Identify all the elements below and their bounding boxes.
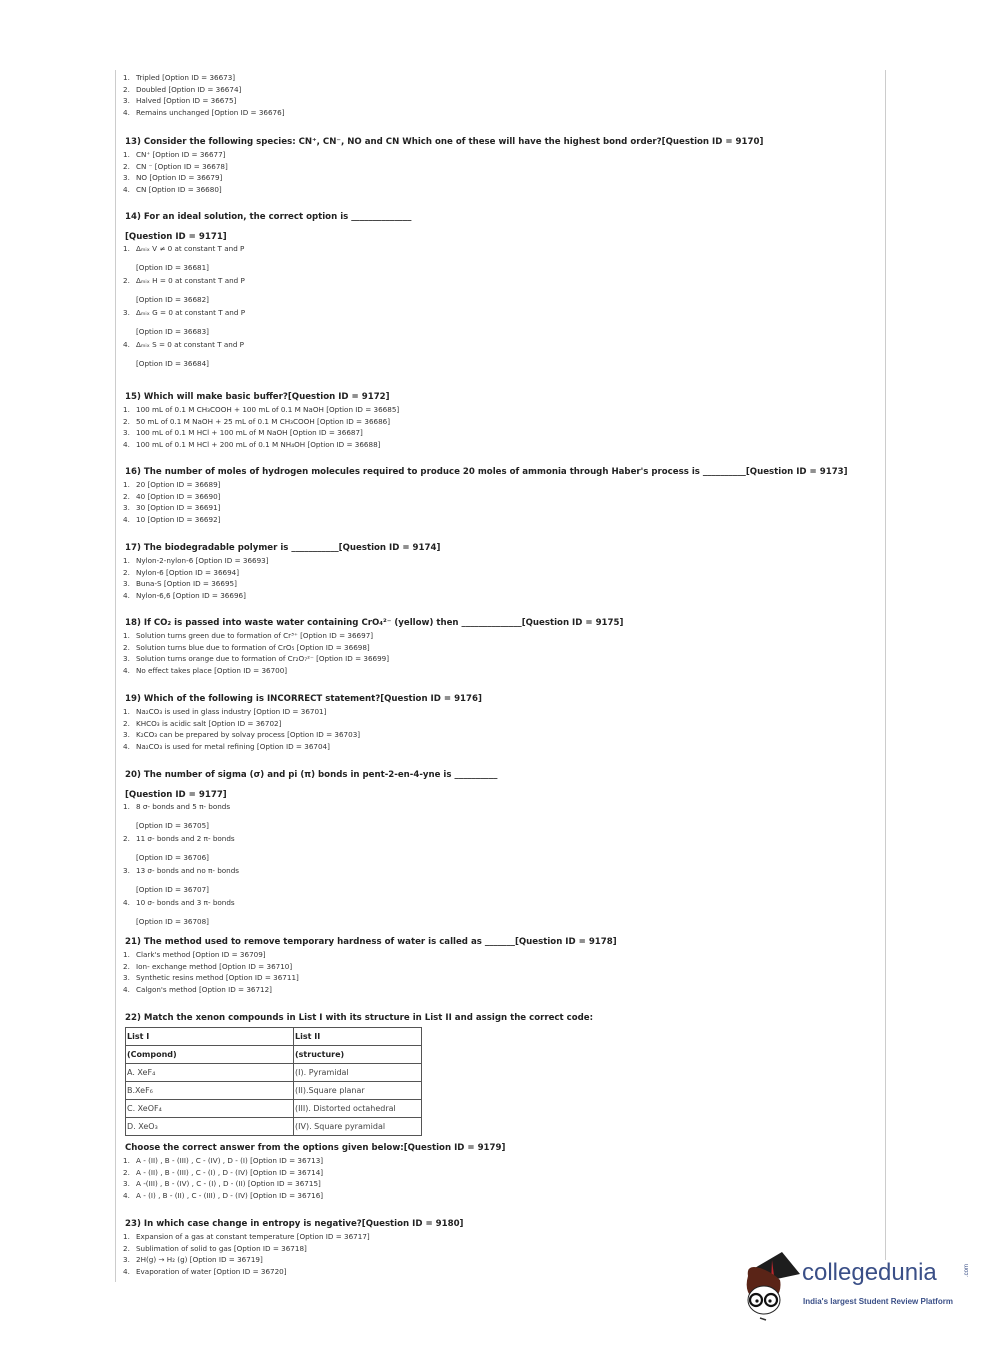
question-block xyxy=(123,1012,863,1201)
option-text: Remains unchanged xyxy=(136,107,210,117)
option-item[interactable] xyxy=(123,1190,863,1202)
option-text: CN⁺ xyxy=(136,150,151,159)
option-id: [Option ID = 36719] xyxy=(189,1255,263,1265)
option-item[interactable] xyxy=(123,567,863,579)
logo-tagline: India's largest Student Review Platform xyxy=(803,1297,953,1306)
option-text: Solution turns orange due to formation of Cr₂O₇²⁻ xyxy=(136,654,314,664)
question-text: Which will make basic buffer? xyxy=(143,392,288,402)
option-id: [Option ID = 36709] xyxy=(192,950,266,959)
question-number: 22) xyxy=(125,1013,141,1023)
table-cell: B.XeF₆ xyxy=(126,1082,294,1100)
option-item[interactable] xyxy=(123,555,863,567)
option-number: 1. xyxy=(123,556,130,565)
option-number: 1. xyxy=(123,480,130,489)
table-cell: List II xyxy=(294,1028,422,1046)
option-text: 13 σ- bonds and no π- bonds xyxy=(136,866,240,875)
question-heading xyxy=(125,391,863,403)
option-id: [Option ID = 36717] xyxy=(296,1232,370,1241)
option-id: [Option ID = 36716] xyxy=(250,1190,324,1200)
option-item[interactable] xyxy=(123,984,863,996)
option-id: [Option ID = 36708] xyxy=(136,917,209,926)
option-text: Calgon's method xyxy=(136,984,197,994)
option-id: [Option ID = 36715] xyxy=(247,1179,321,1189)
option-number: 2. xyxy=(123,1243,130,1253)
page-right-border xyxy=(885,70,886,1260)
question-number: 20) xyxy=(125,770,141,780)
option-id: [Option ID = 36718] xyxy=(233,1243,307,1253)
option-number: 3. xyxy=(123,973,130,983)
option-text: Δₘᵢₓ H = 0 at constant T and P xyxy=(136,276,245,285)
option-number: 2. xyxy=(123,834,130,843)
option-number: 2. xyxy=(123,642,130,652)
table-cell: (II).Square planar xyxy=(294,1082,422,1100)
option-id: [Option ID = 36692] xyxy=(147,514,221,524)
option-id: [Option ID = 36676] xyxy=(211,107,285,117)
option-number: 3. xyxy=(123,1255,130,1265)
option-id: [Option ID = 36693] xyxy=(195,556,269,565)
option-number: 1. xyxy=(123,405,130,414)
question-number: 13) xyxy=(125,137,141,147)
option-text: Nylon-2-nylon-6 xyxy=(136,556,194,565)
option-item[interactable] xyxy=(123,307,863,338)
option-id: [Option ID = 36697] xyxy=(300,631,374,640)
option-text: 20 xyxy=(136,480,146,489)
question-number: 14) xyxy=(125,212,141,222)
option-item[interactable] xyxy=(123,184,863,196)
option-item[interactable] xyxy=(123,961,863,973)
option-line xyxy=(123,307,863,319)
option-item[interactable] xyxy=(123,1167,863,1179)
option-item[interactable] xyxy=(123,149,863,161)
option-text: Doubled xyxy=(136,84,167,94)
option-line xyxy=(123,801,863,813)
option-line xyxy=(123,275,863,287)
option-number: 3. xyxy=(123,503,130,513)
option-id: [Option ID = 36705] xyxy=(136,821,209,830)
option-number: 3. xyxy=(123,579,130,589)
option-text: K₂CO₃ can be prepared by solvay process xyxy=(136,730,285,740)
option-text: CN xyxy=(136,184,147,194)
table-row xyxy=(126,1118,422,1136)
option-text: Evaporation of water xyxy=(136,1266,212,1276)
question-heading xyxy=(125,136,863,148)
question-block xyxy=(123,617,863,676)
option-id: [Option ID = 36687] xyxy=(289,428,363,438)
table-cell: (I). Pyramidal xyxy=(294,1064,422,1082)
option-number: 3. xyxy=(123,428,130,438)
question-block xyxy=(123,72,863,118)
page-left-border xyxy=(115,70,116,1282)
option-number: 3. xyxy=(123,866,130,875)
question-text: Match the xenon compounds in List I with its structure in List II and assign the correct code: xyxy=(143,1013,594,1023)
option-line xyxy=(123,897,863,909)
question-id: [Question ID = 9176] xyxy=(380,694,482,704)
option-text: 100 mL of 0.1 M HCl + 200 mL of 0.1 M NH₄OH xyxy=(136,439,306,449)
table-row xyxy=(126,1046,422,1064)
option-id: [Option ID = 36675] xyxy=(163,96,237,106)
option-id: [Option ID = 36691] xyxy=(147,503,221,513)
question-id: [Question ID = 9179] xyxy=(403,1143,506,1153)
option-number: 3. xyxy=(123,173,130,183)
question-text: The method used to remove temporary hardness of water is called as _______ xyxy=(143,937,515,947)
question-block xyxy=(123,769,863,929)
option-id: [Option ID = 36707] xyxy=(136,885,209,894)
option-id: [Option ID = 36720] xyxy=(213,1266,287,1276)
option-text: 10 σ- bonds and 3 π- bonds xyxy=(136,898,235,907)
option-item[interactable] xyxy=(123,897,863,928)
question-number: 16) xyxy=(125,467,141,477)
option-id: [Option ID = 36686] xyxy=(317,416,391,426)
question-id: [Question ID = 9170] xyxy=(661,137,764,147)
option-number: 3. xyxy=(123,654,130,664)
question-heading xyxy=(125,466,863,478)
option-item[interactable] xyxy=(123,801,863,832)
option-number: 1. xyxy=(123,1156,130,1165)
question-id: [Question ID = 9175] xyxy=(521,618,624,628)
option-number: 2. xyxy=(123,718,130,728)
question-block xyxy=(123,136,863,195)
option-text: Expansion of a gas at constant temperature xyxy=(136,1232,295,1241)
table-cell: (IV). Square pyramidal xyxy=(294,1118,422,1136)
option-item[interactable] xyxy=(123,590,863,602)
option-item[interactable] xyxy=(123,706,863,718)
option-item[interactable] xyxy=(123,833,863,864)
option-number: 1. xyxy=(123,150,130,159)
option-text: Sublimation of solid to gas xyxy=(136,1243,232,1253)
option-id: [Option ID = 36699] xyxy=(316,654,390,664)
table-cell: A. XeF₄ xyxy=(126,1064,294,1082)
option-id: [Option ID = 36678] xyxy=(154,161,228,171)
option-number: 4. xyxy=(123,1266,130,1276)
option-number: 2. xyxy=(123,416,130,426)
option-text: 100 mL of 0.1 M HCl + 100 mL of M NaOH xyxy=(136,428,288,438)
question-id: [Question ID = 9171] xyxy=(125,232,227,242)
option-text: 40 xyxy=(136,491,146,501)
option-id: [Option ID = 36683] xyxy=(136,327,209,336)
option-number: 1. xyxy=(123,244,130,253)
option-item[interactable] xyxy=(123,865,863,896)
question-id: [Question ID = 9177] xyxy=(125,790,227,800)
option-number: 4. xyxy=(123,741,130,751)
question-block xyxy=(123,211,863,371)
question-id: [Question ID = 9178] xyxy=(514,937,617,947)
question-id: [Question ID = 9173] xyxy=(745,467,848,477)
option-id: [Option ID = 36684] xyxy=(136,359,209,368)
option-number: 4. xyxy=(123,184,130,194)
question-block xyxy=(123,391,863,450)
question-heading xyxy=(125,769,863,781)
option-item[interactable] xyxy=(123,741,863,753)
table-row xyxy=(126,1064,422,1082)
question-heading xyxy=(125,1218,863,1230)
question-block xyxy=(123,466,863,525)
question-text: If CO₂ is passed into waste water containing CrO₄²⁻ (yellow) then ______________ xyxy=(143,618,522,628)
option-text: A - (I) , B - (II) , C - (III) , D - (IV) xyxy=(136,1190,248,1200)
question-text: In which case change in entropy is negative? xyxy=(143,1219,362,1229)
option-id: [Option ID = 36695] xyxy=(163,579,237,589)
option-number: 3. xyxy=(123,730,130,740)
question-text: The biodegradable polymer is ___________ xyxy=(143,543,339,553)
table-cell: List I xyxy=(126,1028,294,1046)
question-heading xyxy=(125,211,863,223)
option-number: 4. xyxy=(123,439,130,449)
option-id: [Option ID = 36711] xyxy=(225,973,299,983)
question-text: Consider the following species: CN⁺, CN⁻, NO and CN Which one of these will have the highest bond order? xyxy=(143,137,662,147)
question-number: 23) xyxy=(125,1219,141,1229)
table-row xyxy=(126,1082,422,1100)
table-cell: C. XeOF₄ xyxy=(126,1100,294,1118)
option-id: [Option ID = 36680] xyxy=(148,184,222,194)
option-id: [Option ID = 36701] xyxy=(253,707,327,716)
option-id: [Option ID = 36673] xyxy=(162,73,236,82)
question-heading xyxy=(125,617,863,629)
option-id: [Option ID = 36700] xyxy=(214,665,288,675)
option-item[interactable] xyxy=(123,949,863,961)
option-item[interactable] xyxy=(123,72,863,84)
table-cell: (III). Distorted octahedral xyxy=(294,1100,422,1118)
option-text: 10 xyxy=(136,514,146,524)
option-number: 2. xyxy=(123,84,130,94)
table-cell: (Compond) xyxy=(126,1046,294,1064)
option-id: [Option ID = 36710] xyxy=(219,961,293,971)
question-number: 21) xyxy=(125,937,141,947)
option-id: [Option ID = 36682] xyxy=(136,295,209,304)
option-item[interactable] xyxy=(123,172,863,184)
option-id: [Option ID = 36712] xyxy=(199,984,272,994)
option-item[interactable] xyxy=(123,665,863,677)
option-id: [Option ID = 36689] xyxy=(147,480,221,489)
option-number: 1. xyxy=(123,950,130,959)
option-text: Synthetic resins method xyxy=(136,973,224,983)
option-line xyxy=(123,243,863,255)
question-heading xyxy=(125,693,863,705)
question-number: 15) xyxy=(125,392,141,402)
question-block xyxy=(123,936,863,995)
option-id: [Option ID = 36698] xyxy=(296,642,370,652)
option-id: [Option ID = 36690] xyxy=(147,491,221,501)
option-id: [Option ID = 36681] xyxy=(136,263,209,272)
match-table xyxy=(125,1027,422,1136)
option-text: A - (II) , B - (III) , C - (I) , D - (IV) xyxy=(136,1167,248,1177)
option-item[interactable] xyxy=(123,1178,863,1190)
option-number: 4. xyxy=(123,898,130,907)
option-item[interactable] xyxy=(123,416,863,428)
question-block xyxy=(123,542,863,601)
option-line xyxy=(123,833,863,845)
question-heading xyxy=(125,936,863,948)
option-number: 4. xyxy=(123,984,130,994)
option-item[interactable] xyxy=(123,1155,863,1167)
option-text: Δₘᵢₓ V ≠ 0 at constant T and P xyxy=(136,244,245,253)
option-number: 2. xyxy=(123,491,130,501)
option-number: 2. xyxy=(123,276,130,285)
option-id: [Option ID = 36677] xyxy=(152,150,226,159)
option-text: 11 σ- bonds and 2 π- bonds xyxy=(136,834,235,843)
option-text: Nylon-6 xyxy=(136,567,164,577)
option-text: A -(III) , B - (IV) , C - (I) , D - (II) xyxy=(136,1179,246,1189)
logo-wordmark: collegedunia xyxy=(802,1259,937,1286)
option-item[interactable] xyxy=(123,479,863,491)
option-number: 4. xyxy=(123,1190,130,1200)
option-text: A - (II) , B - (III) , C - (IV) , D - (I) xyxy=(136,1156,248,1165)
option-item[interactable] xyxy=(123,578,863,590)
option-number: 1. xyxy=(123,73,130,82)
option-item[interactable] xyxy=(123,630,863,642)
option-item[interactable] xyxy=(123,275,863,306)
option-number: 1. xyxy=(123,802,130,811)
option-text: Halved xyxy=(136,96,162,106)
option-text: Clark's method xyxy=(136,950,191,959)
option-number: 1. xyxy=(123,707,130,716)
option-text: No effect takes place xyxy=(136,665,212,675)
option-number: 4. xyxy=(123,340,130,349)
option-id: [Option ID = 36674] xyxy=(168,84,242,94)
choose-text: Choose the correct answer from the options given below: xyxy=(125,1143,404,1153)
option-item[interactable] xyxy=(123,107,863,119)
option-item[interactable] xyxy=(123,243,863,274)
option-id: [Option ID = 36685] xyxy=(326,405,400,414)
option-text: Nylon-6,6 xyxy=(136,590,171,600)
question-text: Which of the following is INCORRECT statement? xyxy=(143,694,381,704)
option-item[interactable] xyxy=(123,972,863,984)
option-number: 2. xyxy=(123,961,130,971)
choose-instruction xyxy=(125,1142,863,1154)
option-number: 3. xyxy=(123,308,130,317)
option-id: [Option ID = 36714] xyxy=(250,1167,324,1177)
option-id: [Option ID = 36713] xyxy=(250,1156,324,1165)
question-id: [Question ID = 9172] xyxy=(287,392,390,402)
option-item[interactable] xyxy=(123,161,863,173)
option-text: 100 mL of 0.1 M CH₃COOH + 100 mL of 0.1 M NaOH xyxy=(136,405,324,414)
option-text: Tripled xyxy=(136,73,160,82)
option-text: KHCO₃ is acidic salt xyxy=(136,718,207,728)
table-row xyxy=(126,1100,422,1118)
option-text: CN ⁻ xyxy=(136,161,153,171)
option-item[interactable] xyxy=(123,339,863,370)
option-item[interactable] xyxy=(123,718,863,730)
option-text: 30 xyxy=(136,503,146,513)
question-text: The number of moles of hydrogen molecules required to produce 20 moles of ammonia through Haber's process is __________ xyxy=(143,467,746,477)
question-heading xyxy=(125,542,863,554)
option-number: 2. xyxy=(123,1167,130,1177)
option-text: 50 mL of 0.1 M NaOH + 25 mL of 0.1 M CH₃COOH xyxy=(136,416,315,426)
option-text: Δₘᵢₓ S = 0 at constant T and P xyxy=(136,340,245,349)
question-id: [Question ID = 9180] xyxy=(361,1219,464,1229)
question-block xyxy=(123,693,863,752)
option-id: [Option ID = 36706] xyxy=(136,853,209,862)
option-number: 4. xyxy=(123,107,130,117)
collegedunia-logo[interactable] xyxy=(742,1250,992,1322)
option-text: Solution turns green due to formation of Cr³⁺ xyxy=(136,631,298,640)
option-number: 1. xyxy=(123,1232,130,1241)
option-id: [Option ID = 36688] xyxy=(307,439,381,449)
table-row xyxy=(126,1028,422,1046)
option-item[interactable] xyxy=(123,1231,863,1243)
option-line xyxy=(123,339,863,351)
logo-domain-suffix: .com xyxy=(964,1264,970,1278)
option-text: Solution turns blue due to formation of CrO₅ xyxy=(136,642,295,652)
question-id: [Question ID = 9174] xyxy=(338,543,441,553)
option-number: 4. xyxy=(123,665,130,675)
option-item[interactable] xyxy=(123,502,863,514)
option-item[interactable] xyxy=(123,427,863,439)
option-item[interactable] xyxy=(123,729,863,741)
option-text: Δₘᵢₓ G = 0 at constant T and P xyxy=(136,308,246,317)
option-id: [Option ID = 36679] xyxy=(149,173,223,183)
question-text: The number of sigma (σ) and pi (π) bonds in pent-2-en-4-yne is __________ xyxy=(143,770,498,780)
option-number: 3. xyxy=(123,96,130,106)
option-item[interactable] xyxy=(123,514,863,526)
option-id: [Option ID = 36703] xyxy=(287,730,361,740)
option-item[interactable] xyxy=(123,84,863,96)
option-item[interactable] xyxy=(123,642,863,654)
option-text: Buna-S xyxy=(136,579,162,589)
option-number: 2. xyxy=(123,161,130,171)
question-number: 17) xyxy=(125,543,141,553)
option-item[interactable] xyxy=(123,95,863,107)
option-item[interactable] xyxy=(123,653,863,665)
table-cell: D. XeO₃ xyxy=(126,1118,294,1136)
question-heading xyxy=(125,1012,863,1024)
option-number: 3. xyxy=(123,1179,130,1189)
option-number: 2. xyxy=(123,567,130,577)
option-line xyxy=(123,865,863,877)
mascot-icon xyxy=(742,1250,804,1322)
option-item[interactable] xyxy=(123,439,863,451)
option-text: 8 σ- bonds and 5 π- bonds xyxy=(136,802,231,811)
question-text: For an ideal solution, the correct option is ______________ xyxy=(143,212,412,222)
option-text: NO xyxy=(136,173,148,183)
option-text: Na₂CO₃ is used in glass industry xyxy=(136,707,252,716)
option-id: [Option ID = 36704] xyxy=(256,741,330,751)
table-cell: (structure) xyxy=(294,1046,422,1064)
option-number: 4. xyxy=(123,590,130,600)
option-id: [Option ID = 36696] xyxy=(172,590,246,600)
option-item[interactable] xyxy=(123,404,863,416)
option-number: 1. xyxy=(123,631,130,640)
option-text: Ion- exchange method xyxy=(136,961,217,971)
option-item[interactable] xyxy=(123,491,863,503)
option-id: [Option ID = 36702] xyxy=(208,718,282,728)
option-text: Na₂CO₃ is used for metal refining xyxy=(136,741,255,751)
option-id: [Option ID = 36694] xyxy=(166,567,240,577)
option-text: 2H(g) → H₂ (g) xyxy=(136,1255,188,1265)
question-number: 19) xyxy=(125,694,141,704)
question-number: 18) xyxy=(125,618,141,628)
option-number: 4. xyxy=(123,514,130,524)
